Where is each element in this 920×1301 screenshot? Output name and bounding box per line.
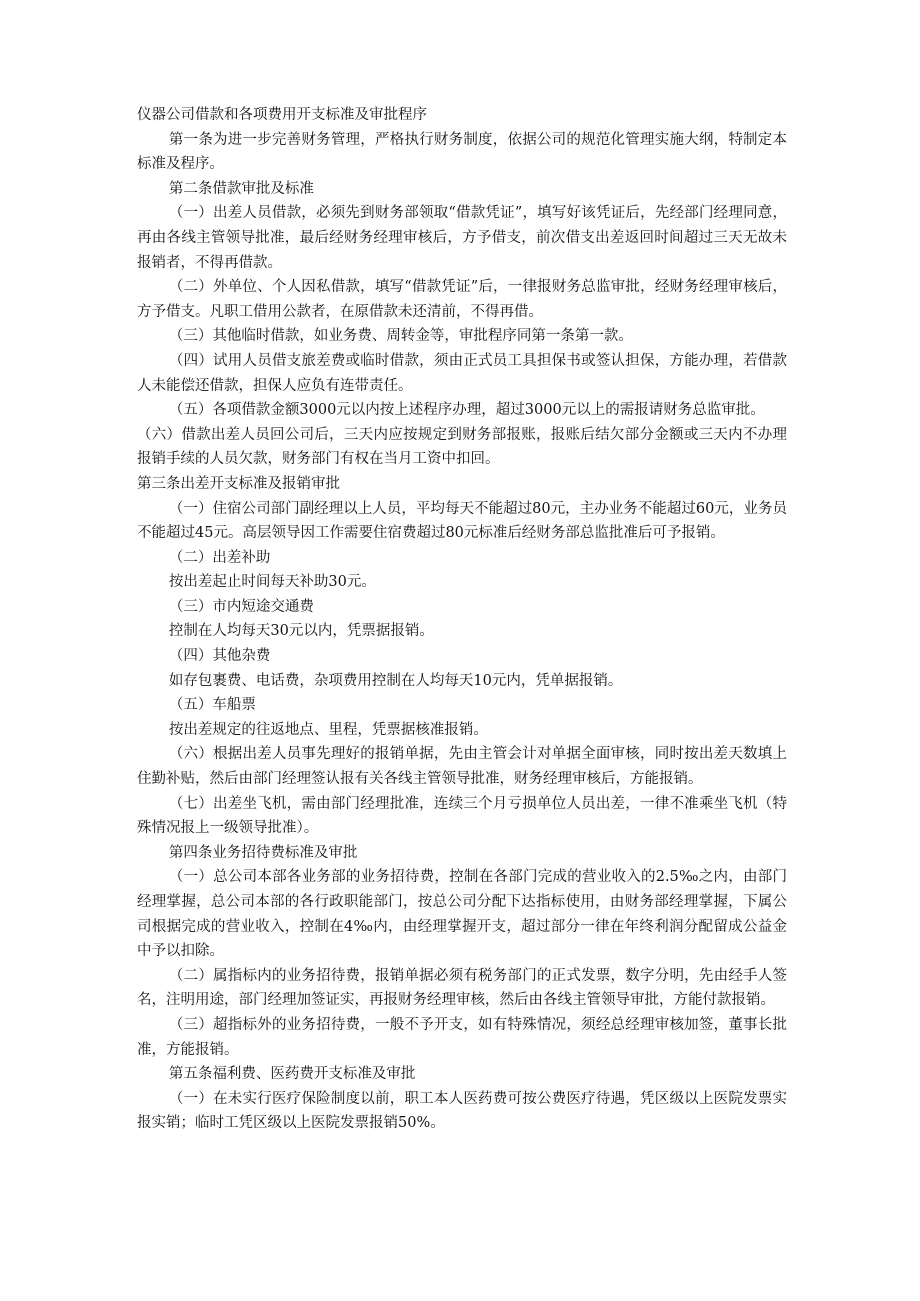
paragraph: （五）车船票	[168, 697, 256, 714]
paragraph: （二）属指标内的业务招待费，报销单据必须有税务部门的正式发票，数字分明，先由经手人签名，注明用途，部门经理加签证实，再报财务经理审核，然后由各线主管领导审批，方能付款报销。	[137, 967, 787, 1009]
document-body	[137, 103, 787, 1136]
paragraph: 第三条出差开支标准及报销审批	[137, 475, 340, 492]
paragraph: （三）超指标外的业务招待费，一般不予开支，如有特殊情况，须经总经理审核加签，董事长批准，方能报销。	[137, 1016, 787, 1058]
document-title: 仪器公司借款和各项费用开支标准及审批程序	[137, 107, 427, 123]
paragraph: （四）其他杂费	[168, 648, 271, 665]
paragraph: 如存包裹费、电话费，杂项费用控制在人均每天10元内，凭单据报销。	[168, 672, 623, 689]
paragraph: （七）出差坐飞机，需由部门经理批准，连续三个月亏损单位人员出差，一律不准乘坐飞机（特殊情况报上一级领导批准）。	[137, 795, 787, 837]
paragraph: （二）外单位、个人因私借款，填写“借款凭证”后，一律报财务总监审批，经财务经理审核后，方予借支。凡职工借用公款者，在原借款未还清前，不得再借。	[137, 279, 787, 320]
paragraph: （三）市内短途交通费	[168, 598, 314, 615]
paragraph: 第二条借款审批及标准	[168, 180, 314, 197]
paragraph: 按出差起止时间每天补助30元。	[168, 574, 376, 591]
paragraph: 第一条为进一步完善财务管理，严格执行财务制度，依据公司的规范化管理实施大纲，特制定本标准及程序。	[137, 131, 787, 173]
paragraph: （五）各项借款金额3000元以内按上述程序办理，超过3000元以上的需报请财务总监审批。	[168, 402, 765, 419]
paragraph: 按出差规定的往返地点、里程，凭票据核准报销。	[168, 721, 488, 738]
paragraph: （一）住宿公司部门副经理以上人员，平均每天不能超过80元，主办业务不能超过60元，业务员不能超过45元。高层领导因工作需要住宿费超过80元标准后经财务部总监批准后可予报销。	[137, 500, 787, 542]
paragraph: 第五条福利费、医药费开支标准及审批	[168, 1066, 416, 1083]
paragraph: （二）出差补助	[168, 549, 271, 566]
paragraph: （三）其他临时借款，如业务费、周转金等，审批程序同第一条第一款。	[168, 328, 633, 345]
paragraph: 第四条业务招待费标准及审批	[168, 844, 358, 861]
paragraph: （六）根据出差人员事先理好的报销单据，先由主管会计对单据全面审核，同时按出差天数填上住勤补贴，然后由部门经理签认报有关各线主管领导批准，财务经理审核后，方能报销。	[137, 746, 787, 788]
paragraph: （六）借款出差人员回公司后，三天内应按规定到财务部报账，报账后结欠部分金额或三天内不办理报销手续的人员欠款，财务部门有权在当月工资中扣回。	[137, 426, 787, 468]
paragraph-list	[137, 128, 787, 1136]
paragraph: （一）在未实行医疗保险制度以前，职工本人医药费可按公费医疗待遇，凭区级以上医院发票实报实销；临时工凭区级以上医院发票报销50%。	[137, 1090, 787, 1132]
paragraph: 控制在人均每天30元以内，凭票据报销。	[168, 623, 434, 640]
paragraph: （一）总公司本部各业务部的业务招待费，控制在各部门完成的营业收入的2.5‰之内，由部门经理掌握，总公司本部的各行政职能部门，按总公司分配下达指标使用，由财务部经理掌握，下属公司根据完成的营业收入，控制在4‰内，由经理掌握开支，超过部分一律在年终利润分配留成公益金中予以扣除。	[137, 869, 787, 960]
paragraph: （四）试用人员借支旅差费或临时借款，须由正式员工具担保书或签认担保，方能办理，若借款人未能偿还借款，担保人应负有连带责任。	[137, 352, 787, 394]
paragraph: （一）出差人员借款，必须先到财务部领取“借款凭证”，填写好该凭证后，先经部门经理同意，再由各线主管领导批准，最后经财务经理审核后，方予借支，前次借支出差返回时间超过三天无故未报销者，不得再借款。	[137, 205, 787, 271]
